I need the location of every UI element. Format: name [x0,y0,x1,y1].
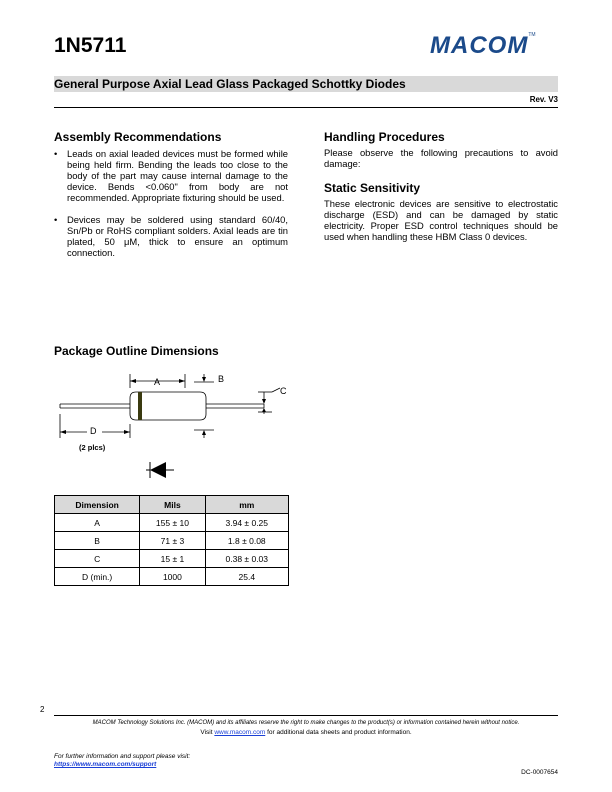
visit-pre: Visit [200,729,213,736]
table-cell: D (min.) [55,568,140,586]
revision-label: Rev. V3 [529,95,558,104]
handling-heading: Handling Procedures [324,130,445,144]
footer-rule [54,715,558,716]
table-cell: 1.8 ± 0.08 [205,532,288,550]
label-b: B [218,374,225,384]
column-header: Mils [140,496,205,514]
macom-logo [430,32,560,59]
label-a: A [154,377,161,387]
package-heading-wrap [54,344,219,358]
table-cell: 155 ± 10 [140,514,205,532]
table-cell: 1000 [140,568,205,586]
package-outline-drawing [54,366,294,484]
visit-line [54,729,558,736]
label-d: D [90,426,97,436]
list-item: • Leads on axial leaded devices must be formed while being held firm. Bending the leads too close to the body of the part may cause internal damage to the device. Bends <0.060" from body are not recommended. Appropriate fixturing should be used. [67,148,288,203]
disclaimer: MACOM Technology Solutions Inc. (MACOM) and its affiliates reserve the right to make changes to the product(s) or information contained herein without notice. [92,720,520,726]
table-cell: 0.38 ± 0.03 [205,550,288,568]
column-header: mm [205,496,288,514]
column-header: Dimension [55,496,140,514]
assembly-heading: Assembly Recommendations [54,130,222,144]
table-header-row [55,496,289,514]
header-rule [54,107,558,108]
table-cell: 25.4 [205,568,288,586]
static-heading: Static Sensitivity [324,181,421,195]
assembly-section [54,130,288,269]
handling-text: Please observe the following precautions to avoid damage: [324,147,558,169]
assembly-list [54,148,288,258]
logo-text: MACOM [430,32,529,59]
table-cell: A [55,514,140,532]
cathode-band [138,392,142,420]
visit-post: for additional data sheets and product information. [267,729,412,736]
part-number: 1N5711 [54,34,127,57]
macom-website-link[interactable]: www.macom.com [214,729,266,736]
document-title: General Purpose Axial Lead Glass Packaged Schottky Diodes [54,77,406,91]
table-cell: 3.94 ± 0.25 [205,514,288,532]
table-row [55,550,289,568]
label-c: C [280,386,287,396]
label-note: (2 plcs) [79,443,106,452]
list-item: • Devices may be soldered using standard 60/40, Sn/Pb or RoHS compliant solders. Axial leads are tin plated, 50 μM, thick to ensure an optimum connection. [67,214,288,258]
support-label: For further information and support please visit: [54,753,191,760]
support-link[interactable]: https://www.macom.com/support [54,761,157,768]
dimension-table [54,495,289,586]
table-row [55,532,289,550]
table-cell: 71 ± 3 [140,532,205,550]
logo-trademark: TM [528,32,536,38]
table-cell: C [55,550,140,568]
document-code: DC-0007654 [521,769,558,776]
static-text: These electronic devices are sensitive to electrostatic discharge (ESD) and can be damaged by static electricity. Proper ESD control techniques should be used when handling these HBM Class 0 devices. [324,198,558,242]
handling-section [324,130,558,242]
page-number: 2 [40,705,45,714]
diode-triangle [150,462,166,478]
package-heading: Package Outline Dimensions [54,344,219,358]
table-cell: 15 ± 1 [140,550,205,568]
table-cell: B [55,532,140,550]
table-row [55,568,289,586]
table-row [55,514,289,532]
